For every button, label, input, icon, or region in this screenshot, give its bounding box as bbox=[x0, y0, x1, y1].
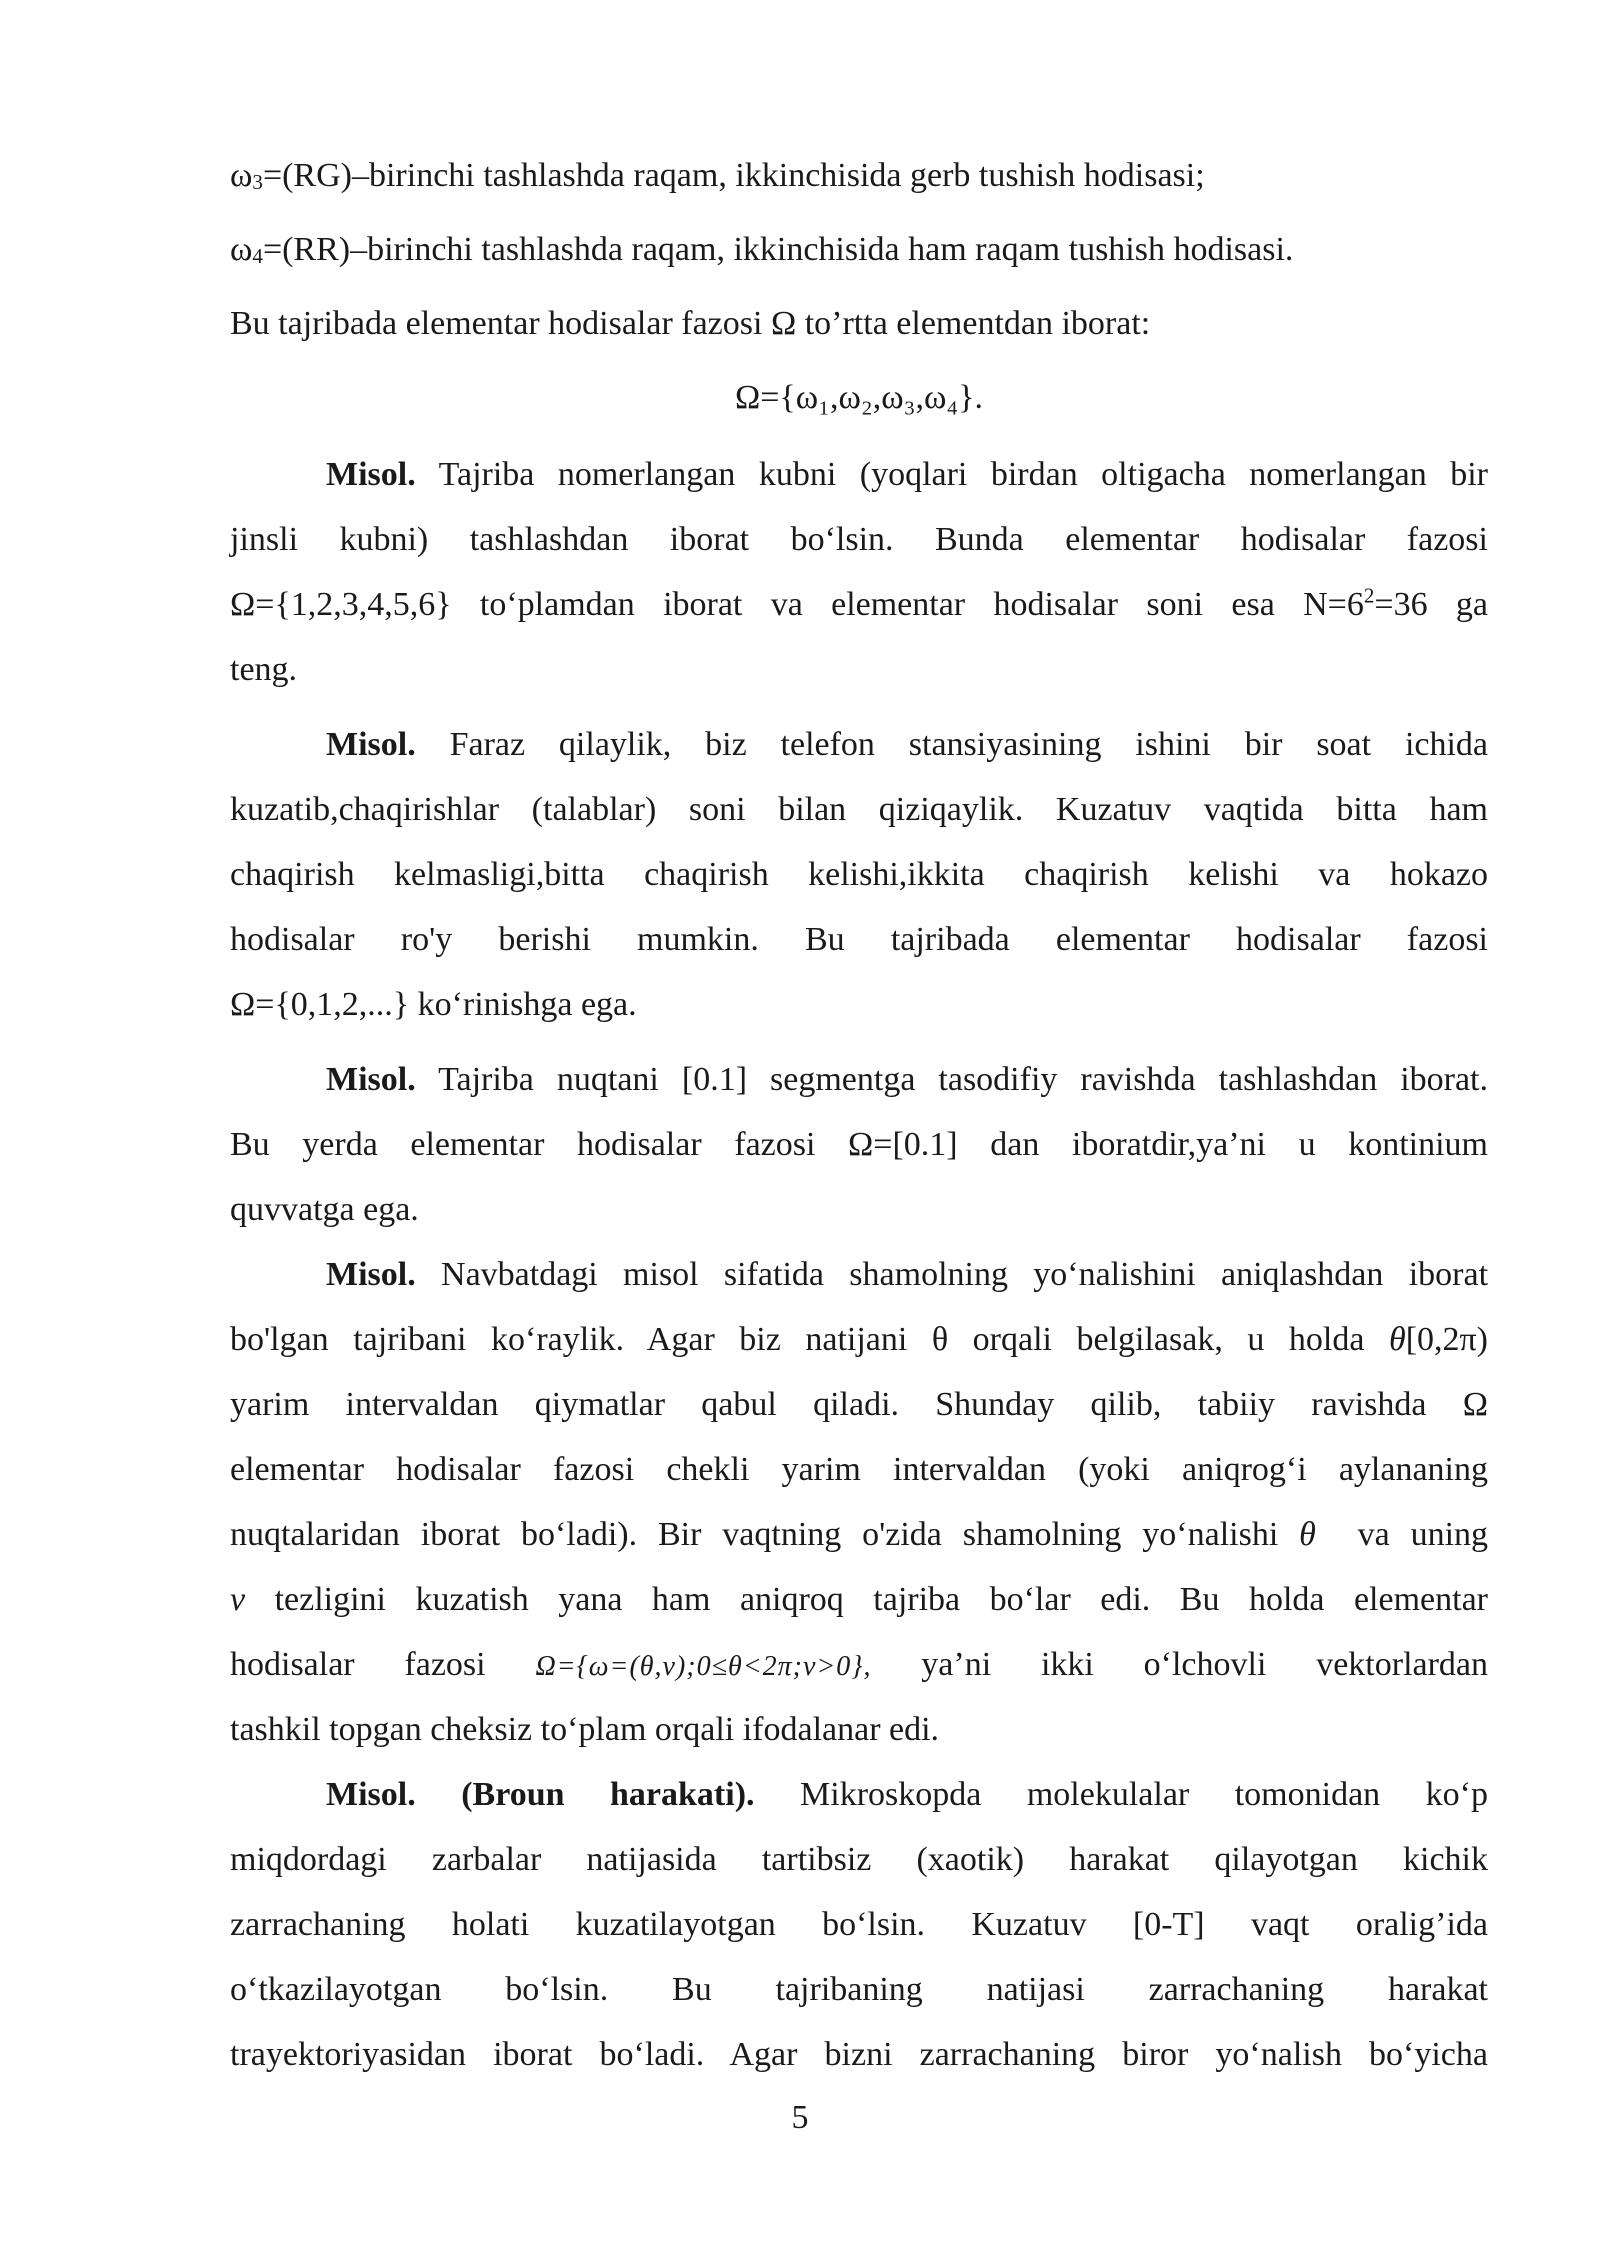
line-text: va uning bbox=[1357, 1516, 1489, 1553]
paragraph-line bbox=[230, 1762, 1488, 1827]
theta-symbol: θ bbox=[1388, 1321, 1406, 1358]
definition-text: =(RG)–birinchi tashlashda raqam, ikkinchisida gerb tushish hodisasi; bbox=[262, 157, 1205, 194]
paragraph-line bbox=[230, 1502, 1488, 1567]
omega4-definition bbox=[230, 220, 1488, 294]
subscript: 3 bbox=[252, 170, 263, 195]
paragraph-line: Bu yerda elementar hodisalar fazosi Ω=[0.1] dan iboratdir,ya’ni u kontinium bbox=[230, 1126, 1488, 1163]
line-text: Ω={1,2,3,4,5,6} to‘plamdan iborat va elementar hodisalar soni esa N=6 bbox=[230, 586, 1364, 623]
line-text: Tajriba nomerlangan kubni (yoqlari birdan oltigacha nomerlangan bir bbox=[438, 456, 1488, 493]
example-brownian bbox=[230, 1762, 1488, 2087]
paragraph-line: Ω={0,1,2,...} ko‘rinishga ega. bbox=[230, 986, 637, 1023]
line-text: Faraz qilaylik, biz telefon stansiyasining ishini bir soat ichida bbox=[449, 726, 1489, 763]
paragraph-line bbox=[230, 572, 1488, 637]
paragraph-line bbox=[230, 1047, 1488, 1112]
line-text: Navbatdagi misol sifatida shamolning yo‘nalishini aniqlashdan iborat bbox=[441, 1256, 1489, 1293]
example-dice bbox=[230, 442, 1488, 702]
paragraph-line bbox=[230, 1567, 1488, 1632]
omega-symbol: ω bbox=[230, 231, 253, 268]
paragraph-line: elementar hodisalar fazosi chekli yarim intervaldan (yoki aniqrog‘i aylananing bbox=[230, 1451, 1488, 1488]
subscript: 4 bbox=[252, 244, 263, 269]
paragraph-line bbox=[230, 442, 1488, 507]
sample-space-statement: Bu tajribada elementar hodisalar fazosi Ω to’rtta elementdan iborat: bbox=[230, 305, 1151, 342]
definition-text: =(RR)–birinchi tashlashda raqam, ikkinchisida ham raqam tushish hodisasi. bbox=[262, 231, 1294, 268]
line-text: Mikroskopda molekulalar tomonidan ko‘p bbox=[800, 1776, 1488, 1813]
page-number: 5 bbox=[791, 2099, 809, 2136]
superscript: 2 bbox=[1363, 583, 1375, 608]
example-label: Misol. (Broun harakati). bbox=[326, 1776, 755, 1813]
example-telephone bbox=[230, 712, 1488, 1037]
paragraph-line: chaqirish kelmasligi,bitta chaqirish kelishi,ikkita chaqirish kelishi va hokazo bbox=[230, 856, 1488, 893]
paragraph-line: miqdordagi zarbalar natijasida tartibsiz (xaotik) harakat qilayotgan kichik bbox=[230, 1841, 1488, 1878]
paragraph-line bbox=[230, 1632, 1488, 1697]
paragraph-line bbox=[230, 1242, 1488, 1307]
omega-symbol: ω bbox=[230, 157, 253, 194]
paragraph-line bbox=[230, 712, 1488, 777]
line-text: [0,2π) bbox=[1405, 1321, 1488, 1358]
paragraph-line: quvvatga ega. bbox=[230, 1191, 419, 1228]
example-label: Misol. bbox=[326, 456, 416, 493]
theta-symbol: θ bbox=[1299, 1516, 1316, 1553]
line-text: =36 ga bbox=[1374, 586, 1489, 623]
example-label: Misol. bbox=[326, 1061, 416, 1098]
omega3-definition bbox=[230, 146, 1488, 220]
line-text: nuqtalaridan iborat bo‘ladi). Bir vaqtning o'zida shamolning yo‘nalishi bbox=[230, 1516, 1279, 1553]
line-text: Tajriba nuqtani [0.1] segmentga tasodifiy ravishda tashlashdan iborat. bbox=[438, 1061, 1488, 1098]
paragraph-line: trayektoriyasidan iborat bo‘ladi. Agar bizni zarrachaning biror yo‘nalish bo‘yicha bbox=[230, 2036, 1488, 2073]
paragraph-line: o‘tkazilayotgan bo‘lsin. Bu tajribaning natijasi zarrachaning harakat bbox=[230, 1971, 1488, 2008]
sample-space-formula-inline: Ω={ω=(θ,v);0≤θ<2π;v>0}, bbox=[535, 1651, 872, 1682]
line-text: bo'lgan tajribani ko‘raylik. Agar biz natijani θ orqali belgilasak, u holda bbox=[230, 1321, 1365, 1358]
example-label: Misol. bbox=[326, 1256, 416, 1293]
example-label: Misol. bbox=[326, 726, 416, 763]
sample-space-formula: Ω={ω₁,ω₂,ω₃,ω₄}. bbox=[734, 379, 983, 416]
line-text: hodisalar fazosi bbox=[230, 1646, 486, 1683]
paragraph-line bbox=[230, 1307, 1488, 1372]
paragraph-line: kuzatib,chaqirishlar (talablar) soni bilan qiziqaylik. Kuzatuv vaqtida bitta ham bbox=[230, 791, 1488, 828]
paragraph-gap bbox=[230, 1037, 1488, 1047]
paragraph-line: yarim intervaldan qiymatlar qabul qiladi. Shunday qilib, tabiiy ravishda Ω bbox=[230, 1386, 1488, 1423]
paragraph-line: hodisalar ro'y berishi mumkin. Bu tajribada elementar hodisalar fazosi bbox=[230, 921, 1488, 958]
paragraph-line: zarrachaning holati kuzatilayotgan bo‘lsin. Kuzatuv [0-T] vaqt oralig’ida bbox=[230, 1906, 1488, 1943]
line-text: tezligini kuzatish yana ham aniqroq tajriba bo‘lar edi. Bu holda elementar bbox=[274, 1581, 1488, 1618]
example-wind bbox=[230, 1242, 1488, 1762]
example-segment bbox=[230, 1047, 1488, 1242]
page-body bbox=[230, 146, 1488, 2087]
paragraph-line: tashkil topgan cheksiz to‘plam orqali ifodalanar edi. bbox=[230, 1711, 940, 1748]
line-text: ya’ni ikki o‘lchovli vektorlardan bbox=[921, 1646, 1489, 1683]
paragraph-gap bbox=[230, 702, 1488, 712]
paragraph-line: teng. bbox=[230, 651, 298, 688]
paragraph-line: jinsli kubni) tashlashdan iborat bo‘lsin. Bunda elementar hodisalar fazosi bbox=[230, 521, 1488, 558]
velocity-symbol: v bbox=[230, 1581, 246, 1618]
